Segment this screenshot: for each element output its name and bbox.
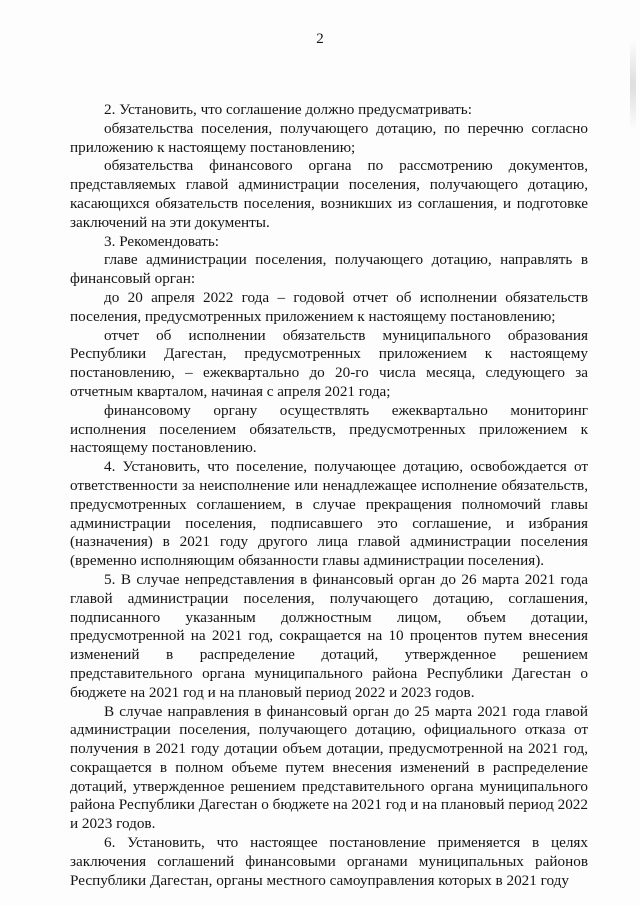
paragraph-monitoring: финансовому органу осуществлять ежеквартально мониторинг исполнения поселением обязательств, предусмотренных приложением к настоящему постановлению. [70, 401, 588, 457]
paragraph-6: 6. Установить, что настоящее постановление применяется в целях заключения соглашений финансовыми органами муниципальных районов Республики Дагестан, органы местного самоуправления которых в 2021 году [70, 834, 588, 889]
scan-edge-mark [630, 40, 636, 130]
paragraph-4: 4. Установить, что поселение, получающее дотацию, освобождается от ответственности за неисполнение или ненадлежащее исполнение обязательств, предусмотренных соглашением, в случае прекращения полномочий главы администрации поселения, подписавшего это соглашение, и избрания (назначения) в 2021 году другого лица главой администрации поселения (временно исполняющим обязанности главы администрации поселения). [70, 458, 588, 570]
paragraph-recommend-head: главе администрации поселения, получающего дотацию, направлять в финансовый орган: [70, 251, 588, 288]
page-number: 2 [316, 31, 324, 47]
paragraph-annual-report: до 20 апреля 2022 года – годовой отчет об исполнении обязательств поселения, предусмотренных приложением к настоящему постановлению; [70, 288, 588, 325]
paragraph-5-refusal: В случае направления в финансовый орган до 25 марта 2021 года главой администрации поселения, получающего дотацию, официального отказа от получения в 2021 году дотации объем дотации, предусмотренной на 2021 год, сокращается в полном объеме путем внесения изменений в распределение дотаций, утвержденное решением представительного органа муниципального района Республики Дагестан о бюджете на 2021 год и на плановый период 2022 и 2023 годов. [70, 702, 588, 833]
paragraph-2-heading: 2. Установить, что соглашение должно предусматривать: [104, 101, 472, 118]
paragraph-3-heading: 3. Рекомендовать: [104, 232, 219, 250]
paragraph-5: 5. В случае непредставления в финансовый орган до 26 марта 2021 года главой администрации поселения, получающего дотацию, соглашения, подписанного указанным должностным лицом, объем дотации, предусмотренной на 2021 год, сокращается на 10 процентов путем внесения изменений в распределение дотаций, утвержденное решением представительного органа муниципального района Республики Дагестан о бюджете на 2021 год и на плановый период 2022 и 2023 годов. [70, 570, 588, 701]
document-body [70, 101, 588, 890]
paragraph-settlement-obligations: обязательства поселения, получающего дотацию, по перечню согласно приложению к настоящему постановлению; [70, 119, 588, 156]
paragraph-financial-body-obligations: обязательства финансового органа по рассмотрению документов, представляемых главой администрации поселения, получающего дотацию, касающихся обязательств поселения, возникших из соглашения, и подготовке заключений на эти документы. [70, 157, 588, 231]
paragraph-quarterly-report: отчет об исполнении обязательств муниципального образования Республики Дагестан, предусмотренных приложением к настоящему постановлению, – ежеквартально до 20-го числа месяца, следующего за отчетным кварталом, начиная с апреля 2021 года; [70, 326, 588, 400]
